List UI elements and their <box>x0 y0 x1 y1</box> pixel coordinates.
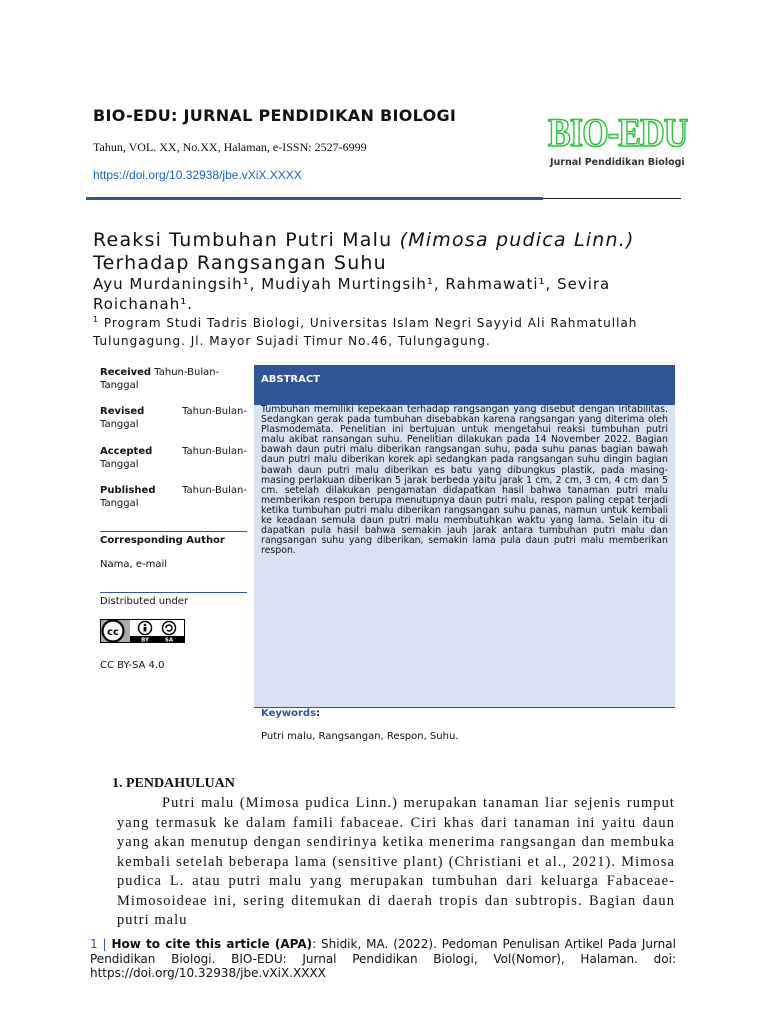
abstract-heading: ABSTRACT <box>261 374 320 385</box>
published-label: Published <box>100 485 156 496</box>
accepted-value-line2: Tanggal <box>100 459 139 470</box>
cc-by-text: BY <box>141 637 149 643</box>
accepted-block <box>100 445 247 471</box>
cite-label: How to cite this article (APA) <box>111 937 313 951</box>
revised-label: Revised <box>100 406 145 417</box>
keywords-value: Putri malu, Rangsangan, Respon, Suhu. <box>261 731 459 742</box>
journal-doi-link[interactable]: https://doi.org/10.32938/jbe.vXiX.XXXX <box>93 168 302 182</box>
received-value-line2: Tanggal <box>100 380 139 391</box>
journal-meta: Tahun, VOL. XX, No.XX, Halaman, e-ISSN: 2527-6999 <box>93 140 367 154</box>
revised-value-line2: Tanggal <box>100 419 139 430</box>
journal-title: BIO-EDU: JURNAL PENDIDIKAN BIOLOGI <box>93 106 457 125</box>
abstract-text: Tumbuhan memiliki kepekaan terhadap rangsangan yang disebut dengan iritabilitas. Sedangkan gerak pada tumbuhan disebabkan karena rangsangan yang diterima oleh Plasmodemata. Penelitian ini bertujuan untuk mengetahui reaksi tumbuhan putri malu akibat ransangan suhu. Penelitian dilakukan pada 14 November 2022. Bagian bawah daun putri malu diberikan rangsangan suhu, pada suhu panas bagian bawah daun putri malu diberikan korek api sedangkan pada rangsangan suhu dingin bagian bawah daun putri malu diberikan es batu yang dibungkus plastik, pada masing-masing perlakuan diberikan 5 jarak berbeda yaitu jarak 1 cm, 2 cm, 3 cm, 4 cm dan 5 cm. setelah dilakukan pengamatan didapatkan hasil bahwa tanaman putri malu memberikan respon berupa menutupnya daun putri malu, respon paling cepat terjadi ketika tumbuhan putri malu diberikan rangsangan suhu panas, namun untuk kembali ke keadaan semula daun putri malu membutuhkan waktu yang lama. Selain itu di dapatkan pula hasil bahwa semakin jauh jarak antara tumbuhan putri malu dan rangsangan suhu yang diberikan, semakin lama pula daun putri malu memberikan respon. <box>261 404 668 557</box>
cc-sa-text: SA <box>164 637 174 643</box>
cc-license-icon[interactable] <box>100 619 185 643</box>
revised-value: Tahun-Bulan- <box>182 406 247 417</box>
title-part1: Reaksi Tumbuhan Putri Malu <box>93 229 400 251</box>
header-rule-black <box>543 198 681 199</box>
revised-block <box>100 405 247 431</box>
corresponding-value: Nama, e-mail <box>100 559 168 570</box>
received-label: Received <box>100 367 152 378</box>
sidebar-divider <box>100 592 247 593</box>
license-text: CC BY-SA 4.0 <box>100 660 165 671</box>
logo-main-text: BIO-EDU <box>548 110 688 155</box>
author-list: Ayu Murdaningsih¹, Mudiyah Murtingsih¹, Rahmawati¹, Sevira Roichanah¹. <box>93 275 611 313</box>
abstract-box <box>254 405 675 707</box>
cite-text: : Shidik, MA. (2022). Pedoman Penulisan Artikel Pada Jurnal Pendidikan Biologi. BIO-EDU: Jurnal Pendidikan Biologi, Vol(Nomor), Halaman. doi: https://doi.org/10.32938/jbe.vXiX.XXXX <box>90 937 676 980</box>
distributed-label: Distributed under <box>100 596 189 607</box>
article-title <box>93 229 683 275</box>
affiliation <box>93 311 683 350</box>
title-part2: Terhadap Rangsangan Suhu <box>93 252 387 274</box>
affil-text: Program Studi Tadris Biologi, Universitas Islam Negri Sayyid Ali Rahmatullah Tulungagung. Jl. Mayor Sujadi Timur No.46, Tulungagung. <box>93 316 638 348</box>
accepted-value: Tahun-Bulan- <box>182 446 247 457</box>
svg-text:cc: cc <box>107 627 119 638</box>
received-value: Tahun-Bulan- <box>154 367 220 378</box>
published-block <box>100 484 247 510</box>
corresponding-label: Corresponding Author <box>100 535 225 546</box>
affil-superscript: 1 <box>93 315 100 324</box>
section-heading: 1. PENDAHULUAN <box>112 776 235 791</box>
published-value: Tahun-Bulan- <box>182 485 247 496</box>
published-value-line2: Tanggal <box>100 498 139 509</box>
journal-logo <box>548 110 688 168</box>
received-block <box>100 366 247 392</box>
keywords-label: Keywords: <box>261 708 321 719</box>
intro-paragraph: Putri malu (Mimosa pudica Linn.) merupakan tanaman liar sejenis rumput yang termasuk ke dalam famili fabaceae. Ciri khas dari tanaman ini yaitu daun yang akan menutup dengan sendirinya ketika menerima rangsangan dan membuka kembali setelah beberapa lama (sensitive plant) (Christiani et al., 2021). Mimosa pudica L. atau putri malu yang merupakan tumbuhan dari keluarga Fabaceae-Mimosoideae ini, sering ditemukan di daerah tropis dan subtropis. Bagian daun putri malu <box>117 795 675 928</box>
citation-footer <box>90 937 676 981</box>
logo-sub-text: Jurnal Pendidikan Biologi <box>550 157 685 168</box>
abstract-header <box>254 365 675 405</box>
accepted-label: Accepted <box>100 446 153 457</box>
header-rule-blue <box>86 197 543 200</box>
page-number: 1 | <box>90 937 112 951</box>
title-italic: (Mimosa pudica Linn.) <box>399 229 635 251</box>
sidebar-divider <box>100 531 247 532</box>
